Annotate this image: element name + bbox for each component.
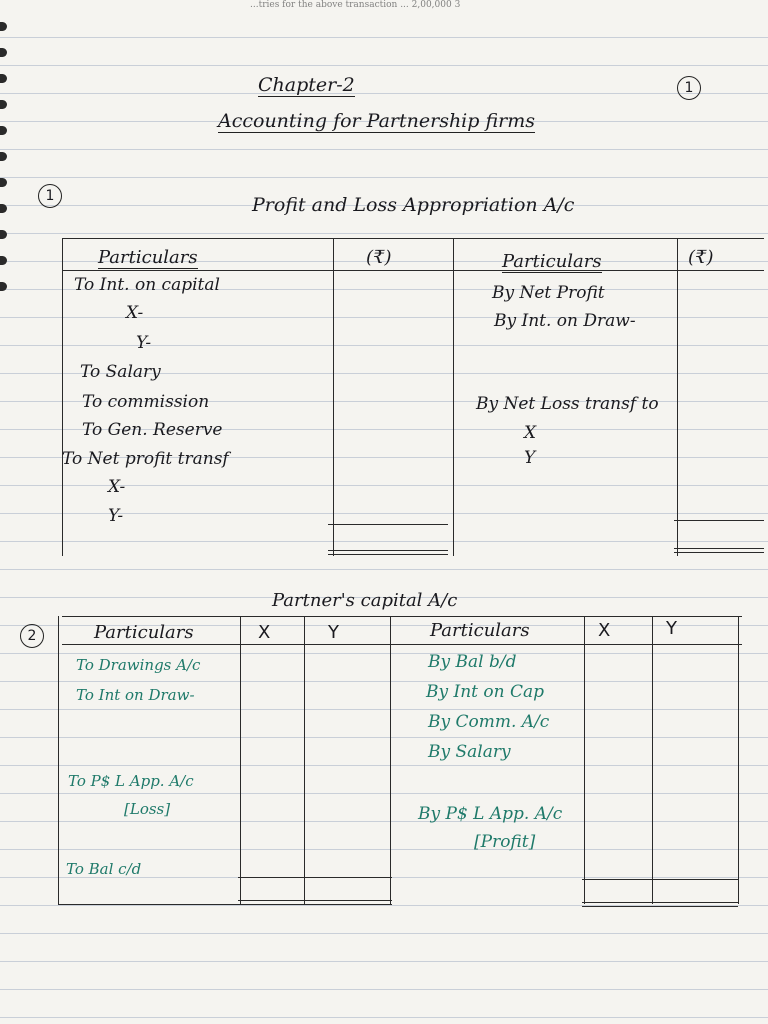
s2-debit-item: To Drawings A/c (76, 656, 201, 674)
topic-heading: Accounting for Partnership firms (218, 110, 535, 132)
s1-debit-item: X- (126, 303, 144, 323)
s1-header-left-particulars: Particulars (98, 247, 198, 268)
s1-debit-item: To commission (82, 392, 210, 412)
s1-header-left-amount: (₹) (366, 247, 392, 268)
s1-debit-item: X- (108, 477, 126, 497)
s1-debit-item: Y- (108, 506, 124, 526)
s2-credit-item: By Bal b/d (428, 652, 517, 672)
spiral-binding (0, 0, 11, 1024)
s2-debit-item: To Bal c/d (66, 860, 142, 878)
s1-credit-item: X (524, 423, 537, 443)
s1-debit-item: To Int. on capital (74, 275, 220, 295)
s1-debit-item: To Net profit transf (62, 449, 229, 469)
s1-header-right-amount: (₹) (688, 247, 714, 268)
section-1-number: 1 (38, 184, 62, 208)
s1-credit-item: By Net Loss transf to (476, 394, 659, 414)
s2-header-right-particulars: Particulars (430, 620, 530, 641)
s1-debit-item: To Gen. Reserve (82, 420, 223, 440)
s2-credit-item: By Comm. A/c (428, 712, 550, 732)
s1-credit-item: Y (524, 448, 536, 468)
s2-credit-item: By Salary (428, 742, 511, 762)
s2-header-left-x: X (258, 622, 271, 643)
section-1-title: Profit and Loss Appropriation A/c (252, 194, 575, 216)
s2-credit-item: [Profit] (474, 832, 536, 852)
s2-header-right-y: Y (666, 618, 677, 639)
s1-debit-item: To Salary (80, 362, 161, 382)
s2-header-left-y: Y (328, 622, 339, 643)
s1-credit-item: By Int. on Draw- (494, 311, 636, 331)
section-2-title: Partner's capital A/c (272, 590, 458, 611)
s1-debit-item: Y- (136, 333, 152, 353)
chapter-heading: Chapter-2 (258, 74, 355, 96)
s2-header-left-particulars: Particulars (94, 622, 194, 643)
s1-header-right-particulars: Particulars (502, 251, 602, 272)
page-number-badge: 1 (677, 76, 701, 100)
s1-credit-item: By Net Profit (492, 283, 605, 303)
previous-page-strip: ...tries for the above transaction ... 2,00,000 3 (250, 0, 461, 10)
s2-debit-item: To P$ L App. A/c (68, 772, 194, 790)
s2-header-right-x: X (598, 620, 611, 641)
s2-debit-item: [Loss] (124, 800, 171, 818)
s2-debit-item: To Int on Draw- (76, 686, 195, 704)
s2-credit-item: By P$ L App. A/c (418, 804, 563, 824)
section-2-number: 2 (20, 624, 44, 648)
s2-credit-item: By Int on Cap (426, 682, 545, 702)
